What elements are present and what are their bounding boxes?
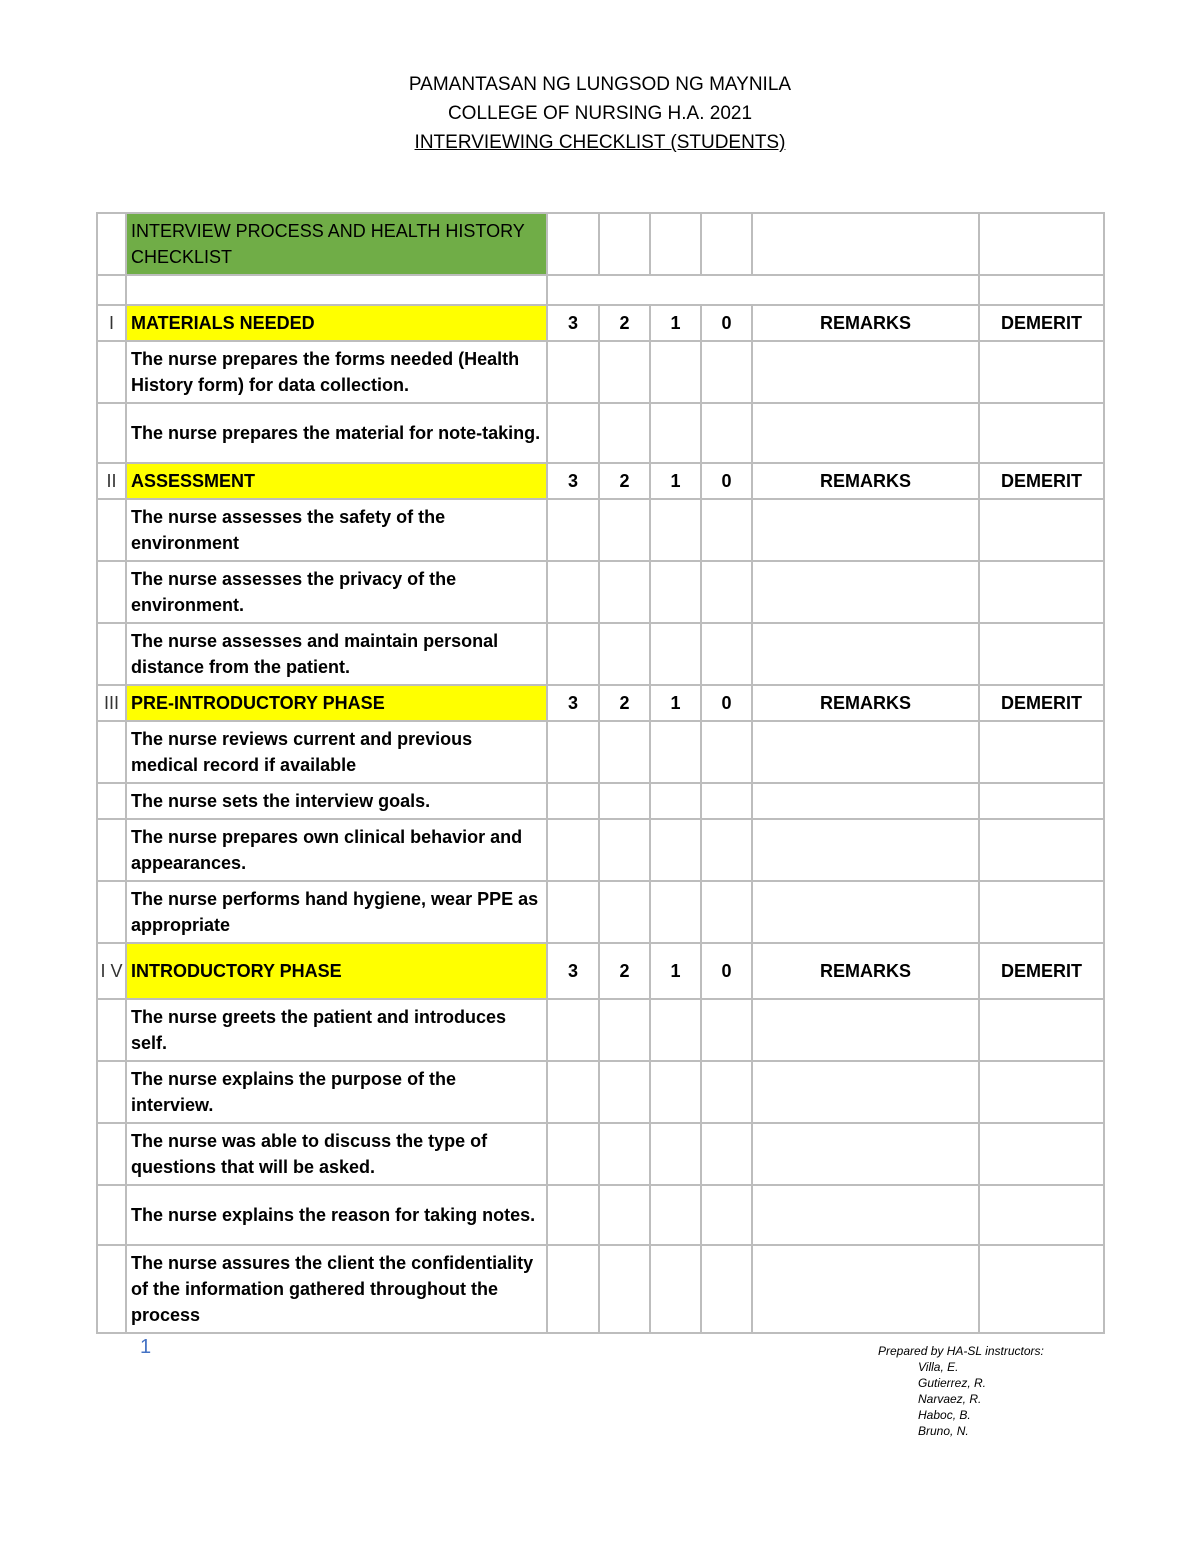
college-name: COLLEGE OF NURSING H.A. 2021 (447, 103, 753, 124)
checklist-item-text: The nurse prepares the forms needed (Health History form) for data collection. (126, 341, 547, 403)
empty-cell (752, 213, 979, 275)
score-label: 3 (547, 943, 599, 999)
score-cell[interactable] (547, 783, 599, 819)
score-cell[interactable] (650, 1185, 701, 1245)
section-number: III (97, 685, 126, 721)
remarks-cell[interactable] (752, 881, 979, 943)
remarks-cell[interactable] (752, 1245, 979, 1333)
document-header (0, 70, 1200, 157)
score-cell[interactable] (701, 341, 752, 403)
checklist-item-text: The nurse assesses and maintain personal distance from the patient. (126, 623, 547, 685)
score-cell[interactable] (650, 623, 701, 685)
score-cell[interactable] (547, 623, 599, 685)
score-cell[interactable] (650, 561, 701, 623)
checklist-item-text: The nurse was able to discuss the type of questions that will be asked. (126, 1123, 547, 1185)
spacer-row (97, 275, 1104, 305)
checklist-item-text: The nurse assesses the safety of the environment (126, 499, 547, 561)
score-label: 0 (701, 685, 752, 721)
section-number: I (97, 305, 126, 341)
empty-cell (97, 999, 126, 1061)
remarks-cell[interactable] (752, 783, 979, 819)
score-label: 0 (701, 463, 752, 499)
score-cell[interactable] (650, 819, 701, 881)
checklist-item-row (97, 819, 1104, 881)
remarks-label: REMARKS (752, 463, 979, 499)
checklist-item-text: The nurse prepares the material for note-taking. (126, 403, 547, 463)
checklist-item-text: The nurse explains the reason for taking notes. (126, 1185, 547, 1245)
score-cell[interactable] (701, 999, 752, 1061)
checklist-item-row (97, 561, 1104, 623)
empty-cell (701, 213, 752, 275)
score-label: 2 (599, 305, 650, 341)
checklist-item-row (97, 1185, 1104, 1245)
score-cell[interactable] (599, 561, 650, 623)
score-cell[interactable] (599, 819, 650, 881)
table-title: INTERVIEW PROCESS AND HEALTH HISTORY CHECKLIST (126, 213, 547, 275)
score-cell[interactable] (547, 403, 599, 463)
score-cell[interactable] (701, 721, 752, 783)
remarks-cell[interactable] (752, 403, 979, 463)
score-cell[interactable] (650, 1245, 701, 1333)
score-label: 2 (599, 943, 650, 999)
checklist-item-row (97, 783, 1104, 819)
score-cell[interactable] (701, 881, 752, 943)
demerit-cell[interactable] (979, 561, 1104, 623)
checklist-item-row (97, 1245, 1104, 1333)
section-heading: PRE-INTRODUCTORY PHASE (126, 685, 547, 721)
score-cell[interactable] (547, 1061, 599, 1123)
demerit-label: DEMERIT (979, 943, 1104, 999)
score-cell[interactable] (599, 783, 650, 819)
remarks-cell[interactable] (752, 819, 979, 881)
demerit-cell[interactable] (979, 1185, 1104, 1245)
score-label: 3 (547, 463, 599, 499)
checklist-item-row (97, 341, 1104, 403)
checklist-item-text: The nurse prepares own clinical behavior and appearances. (126, 819, 547, 881)
empty-cell (547, 275, 979, 305)
checklist-item-row (97, 499, 1104, 561)
instructor-name: Haboc, B. (918, 1408, 971, 1422)
empty-cell (650, 213, 701, 275)
checklist-item-text: The nurse performs hand hygiene, wear PPE as appropriate (126, 881, 547, 943)
instructor-name: Bruno, N. (918, 1424, 969, 1438)
score-cell[interactable] (701, 1061, 752, 1123)
checklist-item-text: The nurse sets the interview goals. (126, 783, 547, 819)
demerit-label: DEMERIT (979, 305, 1104, 341)
score-cell[interactable] (599, 721, 650, 783)
remarks-cell[interactable] (752, 341, 979, 403)
score-cell[interactable] (650, 721, 701, 783)
demerit-cell[interactable] (979, 1245, 1104, 1333)
score-cell[interactable] (599, 403, 650, 463)
score-cell[interactable] (599, 999, 650, 1061)
checklist-item-row (97, 721, 1104, 783)
checklist-item-text: The nurse greets the patient and introduces self. (126, 999, 547, 1061)
score-cell[interactable] (650, 341, 701, 403)
score-cell[interactable] (701, 403, 752, 463)
score-cell[interactable] (701, 783, 752, 819)
empty-cell (979, 275, 1104, 305)
instructor-names (878, 1359, 1044, 1439)
score-cell[interactable] (599, 1185, 650, 1245)
score-cell[interactable] (547, 999, 599, 1061)
empty-cell (97, 275, 126, 305)
page-number: 1 (140, 1336, 152, 1358)
score-cell[interactable] (547, 499, 599, 561)
checklist-item-text: The nurse reviews current and previous medical record if available (126, 721, 547, 783)
checklist-item-row (97, 881, 1104, 943)
remarks-cell[interactable] (752, 721, 979, 783)
prepared-by-label: Prepared by HA-SL instructors: (878, 1344, 1044, 1358)
score-cell[interactable] (547, 881, 599, 943)
score-cell[interactable] (650, 499, 701, 561)
instructor-name: Narvaez, R. (918, 1392, 982, 1406)
section-header-row (97, 305, 1104, 341)
empty-cell (97, 881, 126, 943)
demerit-label: DEMERIT (979, 685, 1104, 721)
empty-cell (97, 1245, 126, 1333)
empty-cell (547, 213, 599, 275)
checklist-body (97, 213, 1104, 1333)
empty-cell (97, 1061, 126, 1123)
empty-cell (97, 341, 126, 403)
checklist-item-row (97, 403, 1104, 463)
empty-cell (126, 275, 547, 305)
title-row (97, 213, 1104, 275)
checklist-item-text: The nurse explains the purpose of the interview. (126, 1061, 547, 1123)
score-cell[interactable] (701, 561, 752, 623)
score-cell[interactable] (599, 881, 650, 943)
remarks-label: REMARKS (752, 685, 979, 721)
score-label: 3 (547, 685, 599, 721)
score-label: 0 (701, 943, 752, 999)
demerit-cell[interactable] (979, 1061, 1104, 1123)
checklist-item-row (97, 1061, 1104, 1123)
score-label: 1 (650, 305, 701, 341)
empty-cell (97, 561, 126, 623)
empty-cell (97, 213, 126, 275)
section-header-row (97, 463, 1104, 499)
demerit-cell[interactable] (979, 1123, 1104, 1185)
empty-cell (97, 1185, 126, 1245)
score-cell[interactable] (547, 819, 599, 881)
score-label: 1 (650, 943, 701, 999)
instructor-name: Gutierrez, R. (918, 1376, 987, 1390)
section-heading: MATERIALS NEEDED (126, 305, 547, 341)
score-cell[interactable] (599, 623, 650, 685)
score-label: 2 (599, 685, 650, 721)
demerit-label: DEMERIT (979, 463, 1104, 499)
section-number: II (97, 463, 126, 499)
demerit-cell[interactable] (979, 783, 1104, 819)
university-name: PAMANTASAN NG LUNGSOD NG MAYNILA (408, 74, 792, 95)
empty-cell (97, 403, 126, 463)
score-cell[interactable] (701, 1245, 752, 1333)
empty-cell (97, 783, 126, 819)
score-cell[interactable] (547, 561, 599, 623)
checklist-item-row (97, 623, 1104, 685)
section-header-row (97, 685, 1104, 721)
demerit-cell[interactable] (979, 499, 1104, 561)
checklist-item-row (97, 999, 1104, 1061)
score-cell[interactable] (701, 499, 752, 561)
score-cell[interactable] (599, 341, 650, 403)
section-heading: INTRODUCTORY PHASE (126, 943, 547, 999)
remarks-label: REMARKS (752, 943, 979, 999)
remarks-cell[interactable] (752, 499, 979, 561)
score-cell[interactable] (547, 1185, 599, 1245)
score-label: 1 (650, 463, 701, 499)
checklist-table (96, 212, 1105, 1334)
score-cell[interactable] (547, 721, 599, 783)
remarks-label: REMARKS (752, 305, 979, 341)
empty-cell (97, 721, 126, 783)
score-cell[interactable] (599, 499, 650, 561)
demerit-cell[interactable] (979, 341, 1104, 403)
score-cell[interactable] (701, 819, 752, 881)
score-label: 1 (650, 685, 701, 721)
score-cell[interactable] (650, 1061, 701, 1123)
demerit-cell[interactable] (979, 623, 1104, 685)
score-label: 0 (701, 305, 752, 341)
remarks-cell[interactable] (752, 1061, 979, 1123)
remarks-cell[interactable] (752, 999, 979, 1061)
section-heading: ASSESSMENT (126, 463, 547, 499)
score-label: 3 (547, 305, 599, 341)
score-cell[interactable] (701, 1123, 752, 1185)
score-cell[interactable] (650, 999, 701, 1061)
score-cell[interactable] (701, 623, 752, 685)
score-cell[interactable] (650, 881, 701, 943)
demerit-cell[interactable] (979, 819, 1104, 881)
score-cell[interactable] (547, 1245, 599, 1333)
demerit-cell[interactable] (979, 881, 1104, 943)
score-cell[interactable] (547, 1123, 599, 1185)
prepared-by-block (878, 1343, 1044, 1439)
remarks-cell[interactable] (752, 1185, 979, 1245)
score-cell[interactable] (547, 341, 599, 403)
checklist-title: INTERVIEWING CHECKLIST (STUDENTS) (414, 132, 786, 153)
score-cell[interactable] (599, 1123, 650, 1185)
instructor-name: Villa, E. (918, 1360, 959, 1374)
checklist-item-text: The nurse assures the client the confidentiality of the information gathered throughout the process (126, 1245, 547, 1333)
demerit-cell[interactable] (979, 403, 1104, 463)
remarks-cell[interactable] (752, 1123, 979, 1185)
empty-cell (979, 213, 1104, 275)
empty-cell (97, 499, 126, 561)
score-cell[interactable] (650, 1123, 701, 1185)
score-cell[interactable] (650, 403, 701, 463)
score-cell[interactable] (701, 1185, 752, 1245)
checklist-item-text: The nurse assesses the privacy of the environment. (126, 561, 547, 623)
remarks-cell[interactable] (752, 623, 979, 685)
empty-cell (97, 819, 126, 881)
score-cell[interactable] (650, 783, 701, 819)
score-label: 2 (599, 463, 650, 499)
empty-cell (97, 623, 126, 685)
section-header-row (97, 943, 1104, 999)
demerit-cell[interactable] (979, 721, 1104, 783)
empty-cell (599, 213, 650, 275)
empty-cell (97, 1123, 126, 1185)
demerit-cell[interactable] (979, 999, 1104, 1061)
score-cell[interactable] (599, 1061, 650, 1123)
section-number: I V (97, 943, 126, 999)
score-cell[interactable] (599, 1245, 650, 1333)
checklist-item-row (97, 1123, 1104, 1185)
remarks-cell[interactable] (752, 561, 979, 623)
